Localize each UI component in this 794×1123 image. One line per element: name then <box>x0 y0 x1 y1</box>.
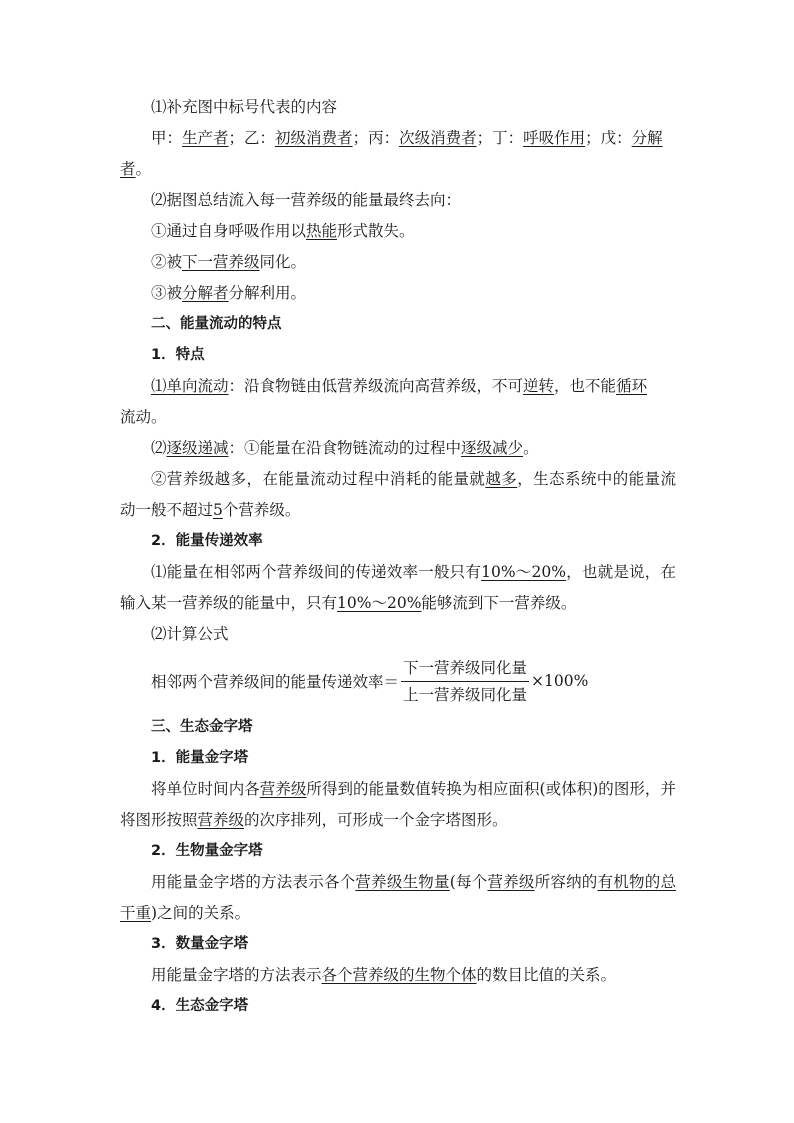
formula-rhs: ×100% <box>531 672 589 690</box>
answer-secondary-consumer: 次级消费者 <box>399 129 477 147</box>
formula-denominator: 上一营养级同化量 <box>403 685 528 704</box>
answer-producer: 生产者 <box>182 129 229 147</box>
subheading-efficiency: 2．能量传递效率 <box>151 533 263 549</box>
subheading-ecological-pyramid: 4．生态金字塔 <box>151 998 249 1014</box>
subheading-characteristics: 1．特点 <box>151 347 205 363</box>
answer-decomposer-a: 分解 <box>631 129 663 147</box>
subheading-energy-pyramid: 1．能量金字塔 <box>151 750 249 766</box>
paragraph-levels: ②营养级越多，在能量流动过程中消耗的能量就越多，生态系统中的能量流动一般不超过5个营养级。 <box>120 470 676 519</box>
section-title-2: 二、能量流动的特点 <box>151 316 282 332</box>
paragraph-one-way-flow: ⑴单向流动：沿食物链由低营养级流向高营养级，不可逆转，也不能循环 流动。 <box>120 377 648 426</box>
subheading-biomass-pyramid: 2．生物量金字塔 <box>151 843 263 859</box>
efficiency-formula <box>120 650 676 712</box>
formula-fraction <box>401 657 529 706</box>
question-2: ⑵据图总结流入每一营养级的能量最终去向： <box>151 191 462 209</box>
destination-3: ③被分解者分解利用。 <box>151 284 307 302</box>
answer-decomposer-b: 者 <box>120 160 136 178</box>
answer-respiration: 呼吸作用 <box>523 129 586 147</box>
formula-lhs: 相邻两个营养级间的能量传递效率＝ <box>151 673 400 691</box>
section-title-3: 三、生态金字塔 <box>151 719 253 735</box>
formula-numerator: 下一营养级同化量 <box>401 657 529 682</box>
answer-1: 甲：生产者；乙：初级消费者；丙：次级消费者；丁：呼吸作用；戊：分解 者。 <box>120 129 663 178</box>
paragraph-number-pyramid: 用能量金字塔的方法表示各个营养级的生物个体的数目比值的关系。 <box>151 966 617 984</box>
formula-heading: ⑵计算公式 <box>151 625 229 643</box>
paragraph-efficiency: ⑴能量在相邻两个营养级间的传递效率一般只有10%～20%，也就是说，在输入某一营养级的能量中，只有10%～20%能够流到下一营养级。 <box>120 563 676 612</box>
subheading-number-pyramid: 3．数量金字塔 <box>151 936 249 952</box>
paragraph-biomass-pyramid: 用能量金字塔的方法表示各个营养级生物量(每个营养级所容纳的有机物的总干重)之间的关系。 <box>120 873 676 922</box>
answer-primary-consumer: 初级消费者 <box>275 129 353 147</box>
destination-1: ①通过自身呼吸作用以热能形式散失。 <box>151 222 415 240</box>
destination-2: ②被下一营养级同化。 <box>151 253 307 271</box>
document-content <box>120 92 676 1022</box>
question-1: ⑴补充图中标号代表的内容 <box>151 98 338 116</box>
paragraph-decreasing: ⑵逐级递减：①能量在沿食物链流动的过程中逐级减少。 <box>151 439 539 457</box>
paragraph-energy-pyramid: 将单位时间内各营养级所得到的能量数值转换为相应面积(或体积)的图形，并将图形按照营养级的次序排列，可形成一个金字塔图形。 <box>120 780 676 829</box>
